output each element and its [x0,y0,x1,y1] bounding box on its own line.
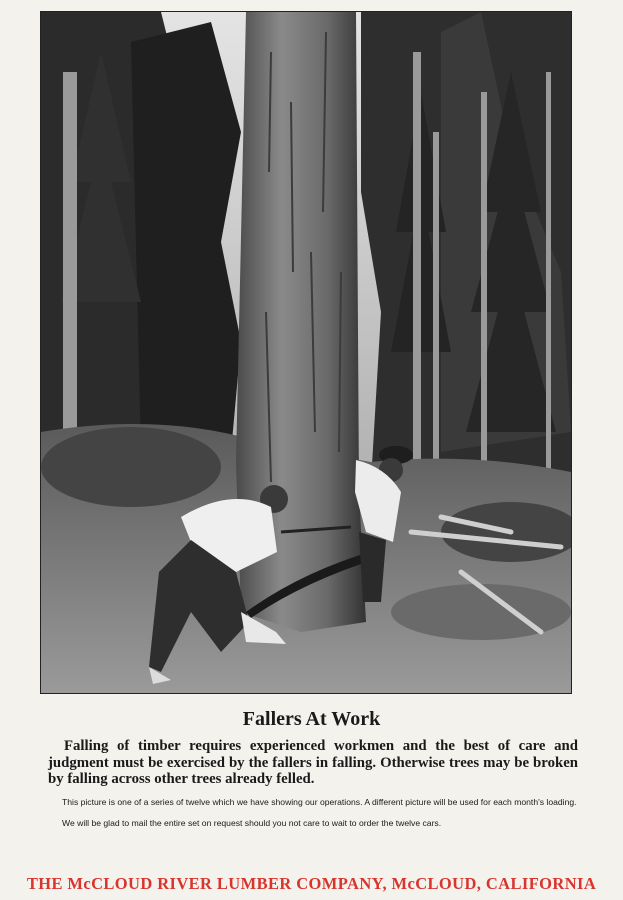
forest-photo [40,11,572,694]
caption-body: Falling of timber requires experienced workmen and the best of care and judgment must be exercised by the fallers in falling. Otherwise trees may be broken by falling across other trees already felled. [48,738,578,787]
fallers-illustration [41,12,571,693]
series-note: This picture is one of a series of twelve which we have showing our operations. A different picture will be used for each month's loading. [62,797,577,807]
mail-offer-note: We will be glad to mail the entire set on request should you not care to wait to order the twelve cars. [62,818,442,828]
company-footer: THE McCLOUD RIVER LUMBER COMPANY, McCLOUD, CALIFORNIA [26,874,597,893]
photo-caption-title: Fallers At Work [242,708,381,730]
